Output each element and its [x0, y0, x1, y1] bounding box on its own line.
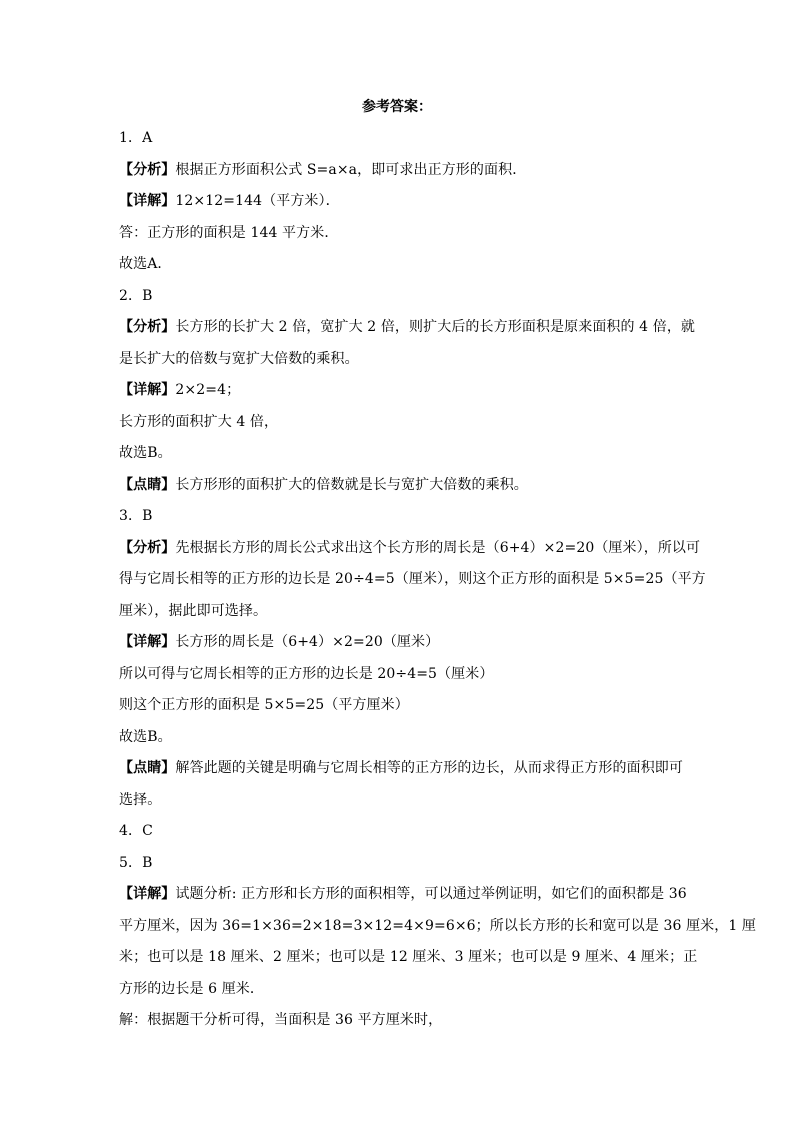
line-text: 得与它周长相等的正方形的边长是 20÷4=5（厘米），则这个正方形的面积是 5×5=25（平方 — [119, 571, 706, 587]
text-line — [119, 942, 698, 974]
text-line — [119, 375, 679, 407]
line-text: 根据正方形面积公式 S=a×a，即可求出正方形的面积． — [175, 161, 527, 178]
text-line — [119, 627, 679, 659]
section-tag: 【点睛】 — [119, 476, 176, 493]
section-tag: 【详解】 — [119, 193, 176, 209]
line-text: 解答此题的关键是明确与它周长相等的正方形的边长，从而求得正方形的面积即可 — [175, 760, 684, 776]
text-line — [119, 438, 679, 470]
text-line — [119, 974, 679, 1006]
page-title: 参考答案： — [362, 99, 432, 115]
text-line — [119, 218, 679, 250]
section-tag: 【详解】 — [119, 634, 176, 650]
text-line — [119, 659, 679, 691]
text-line — [119, 848, 679, 880]
line-text: 长方形的长扩大 2 倍，宽扩大 2 倍，则扩大后的长方形面积是原来面积的 4 倍，就 — [175, 319, 696, 335]
line-text: 故选A． — [119, 256, 172, 272]
text-line — [119, 344, 679, 376]
line-text: 故选B。 — [119, 728, 172, 745]
section-tag: 【点睛】 — [119, 760, 176, 776]
section-tag: 【分析】 — [119, 539, 176, 556]
section-tag: 【分析】 — [119, 161, 176, 178]
line-text: 答：正方形的面积是 144 平方米． — [119, 224, 339, 241]
line-text: 5．B — [119, 854, 153, 871]
answer-content — [119, 123, 757, 1037]
line-text: 长方形的面积扩大 4 倍， — [119, 413, 279, 430]
text-line — [119, 722, 679, 754]
line-text: 选择。 — [119, 791, 162, 808]
line-text: 3．B — [119, 508, 153, 524]
section-tag: 【分析】 — [119, 319, 176, 335]
line-text: 2×2=4； — [175, 382, 241, 398]
text-line — [119, 533, 701, 565]
line-text: 故选B。 — [119, 445, 172, 461]
line-text: 是长扩大的倍数与宽扩大倍数的乘积。 — [119, 350, 359, 367]
text-line — [119, 785, 679, 817]
line-text: 试题分析: 正方形和长方形的面积相等，可以通过举例证明，如它们的面积都是 36 — [175, 886, 687, 902]
text-line — [119, 312, 696, 344]
line-text: 12×12=144（平方米）． — [175, 193, 340, 209]
text-line — [119, 249, 679, 281]
line-text: 方形的边长是 6 厘米． — [119, 980, 265, 997]
line-text: 2．B — [119, 287, 153, 304]
line-text: 解：根据题干分析可得，当面积是 36 平方厘米时， — [119, 1012, 443, 1028]
line-text: 则这个正方形的面积是 5×5=25（平方厘米） — [119, 697, 409, 713]
text-line — [119, 690, 679, 722]
line-text: 米；也可以是 18 厘米、2 厘米；也可以是 12 厘米、3 厘米；也可以是 9 厘米、4 厘米；正 — [119, 949, 698, 965]
text-line — [119, 470, 679, 502]
section-tag: 【详解】 — [119, 382, 176, 398]
text-line — [119, 1005, 679, 1037]
line-text: 1．A — [119, 130, 153, 146]
text-line — [119, 281, 679, 313]
text-line — [119, 879, 687, 911]
text-line — [119, 407, 679, 439]
text-line — [119, 501, 679, 533]
text-line — [119, 564, 706, 596]
line-text: 4．C — [119, 823, 153, 839]
line-text: 所以可得与它周长相等的正方形的边长是 20÷4=5（厘米） — [119, 665, 494, 682]
text-line — [119, 911, 757, 943]
line-text: 长方形形的面积扩大的倍数就是长与宽扩大倍数的乘积。 — [175, 476, 528, 493]
line-text: 厘米），据此即可选择。 — [119, 602, 268, 619]
text-line — [119, 816, 679, 848]
text-line — [119, 186, 679, 218]
text-line — [119, 155, 679, 187]
text-line — [119, 596, 679, 628]
line-text: 长方形的周长是（6+4）×2=20（厘米） — [175, 634, 440, 650]
text-line — [119, 753, 684, 785]
text-line — [119, 123, 679, 155]
section-tag: 【详解】 — [119, 886, 176, 902]
line-text: 先根据长方形的周长公式求出这个长方形的周长是（6+4）×2=20（厘米），所以可 — [175, 539, 701, 556]
line-text: 平方厘米，因为 36=1×36=2×18=3×12=4×9=6×6；所以长方形的长和宽可以是 36 厘米，1 厘 — [119, 917, 757, 934]
